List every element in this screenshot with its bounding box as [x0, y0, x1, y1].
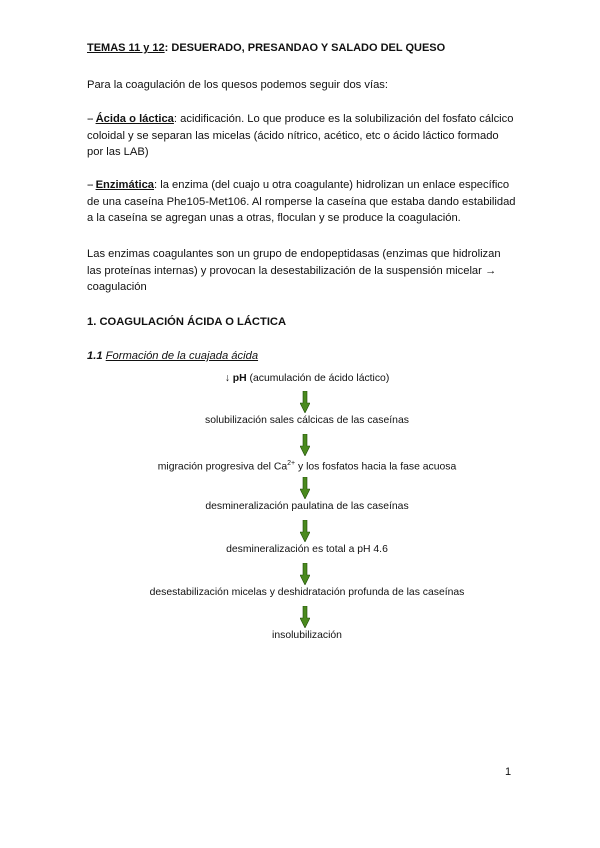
flow-step-3-text-b: y los fosfatos hacia la fase acuosa [295, 461, 457, 473]
acid-term: Ácida o láctica [95, 113, 174, 125]
flow-step-1-text: (acumulación de ácido láctico) [246, 373, 390, 384]
flow-arrow-icon [300, 520, 310, 542]
enzymatic-term: Enzimática [95, 179, 155, 191]
enzymes-paragraph: Las enzimas coagulantes son un grupo de endopeptidasas (enzimas que hidrolizan las proteínas internas) y provocan la desestabilización de la suspensión micelar → coagulación [87, 248, 501, 293]
flow-ph-label: pH [232, 373, 247, 384]
acid-text: : acidificación. Lo que produce es la solubilización del fosfato cálcico coloidal y se separan las micelas (ácido nítrico, acético, etc o ácido láctico formado por las LAB) [87, 113, 514, 158]
flow-step-6: desestabilización micelas y deshidratación profunda de las caseínas [149, 587, 465, 598]
flow-arrow-shape [300, 477, 310, 499]
subsection-title-text: Formación de la cuajada ácida [105, 350, 259, 362]
enzymatic-text: : la enzima (del cuajo u otra coagulante) hidrolizan un enlace específico de una caseína Phe105-Met106. Al romperse la caseína que estaba dando estabilidad a la caseína se agregan unas a otras, floculan y se produce la coagulación. [87, 179, 516, 224]
flow-arrow-shape [300, 520, 310, 542]
flow-step-1 [87, 372, 527, 386]
flow-arrow-icon [300, 391, 310, 413]
flow-step-4: desmineralización paulatina de las caseínas [205, 501, 409, 512]
flow-step-5: desmineralización es total a pH 4.6 [226, 544, 388, 555]
flow-arrow-shape [300, 434, 310, 456]
enzymatic-dash: -- [87, 179, 93, 191]
flow-step-3 [87, 457, 527, 474]
subsection-number: 1.1 [87, 350, 103, 362]
flow-arrow-icon [300, 477, 310, 499]
flow-arrow-icon [300, 563, 310, 585]
acid-route-paragraph [87, 111, 517, 161]
flow-arrow-shape [300, 391, 310, 413]
flow-step-3-text-a: migración progresiva del Ca [157, 461, 288, 473]
flow-step-2: solubilización sales cálcicas de las caseínas [205, 415, 409, 426]
section-1-title: 1. COAGULACIÓN ÁCIDA O LÁCTICA [87, 316, 287, 328]
title-text: : DESUERADO, PRESANDAO Y SALADO DEL QUESO [164, 42, 446, 54]
flow-step-3-superscript: 2+ [287, 460, 296, 467]
acid-dash: -- [87, 113, 93, 125]
document-title [87, 40, 517, 57]
title-topics: TEMAS 11 y 12 [87, 42, 165, 54]
flow-arrow-icon [300, 606, 310, 628]
flow-step-7: insolubilización [272, 630, 342, 641]
flow-arrow-icon [300, 434, 310, 456]
subsection-1-1-title [87, 348, 517, 365]
enzymatic-route-paragraph [87, 177, 517, 227]
page-number: 1 [505, 766, 512, 778]
flow-arrow-shape [300, 606, 310, 628]
down-arrow-icon: ↓ [224, 373, 230, 384]
intro-paragraph: Para la coagulación de los quesos podemos seguir dos vías: [87, 79, 389, 91]
flow-arrow-shape [300, 563, 310, 585]
